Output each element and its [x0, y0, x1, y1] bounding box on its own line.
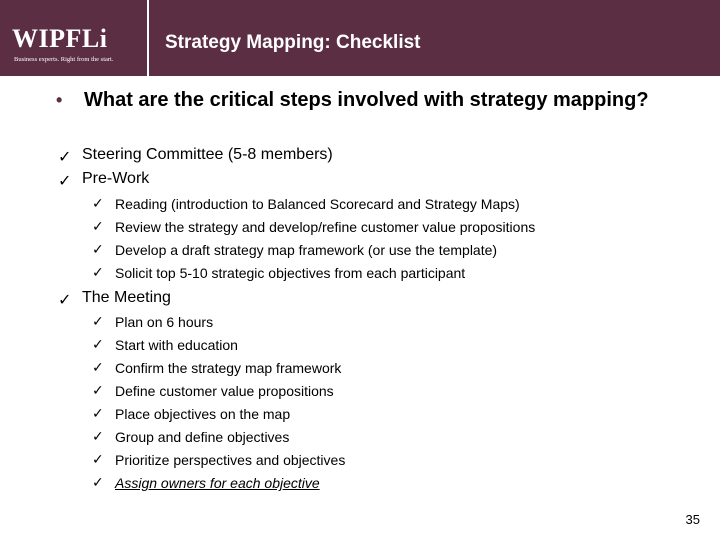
check-icon: ✓	[92, 475, 104, 491]
check-icon: ✓	[92, 406, 104, 422]
list-item: Solicit top 5-10 strategic objectives from each participant	[115, 265, 466, 281]
check-icon: ✓	[92, 219, 104, 235]
slide-title: Strategy Mapping: Checklist	[165, 32, 421, 53]
list-item: Prioritize perspectives and objectives	[115, 452, 346, 468]
header-bar	[0, 0, 720, 76]
check-icon: ✓	[58, 147, 72, 166]
list-item: Confirm the strategy map framework	[115, 360, 342, 376]
list-item: Start with education	[115, 337, 238, 353]
list-item: Place objectives on the map	[115, 406, 291, 422]
list-item: Steering Committee (5-8 members)	[82, 146, 333, 163]
list-item: Develop a draft strategy map framework (or use the template)	[115, 242, 498, 258]
check-icon: ✓	[92, 196, 104, 212]
check-icon: ✓	[58, 290, 72, 309]
list-item: Pre-Work	[82, 170, 150, 187]
check-icon: ✓	[58, 171, 72, 190]
main-question	[56, 86, 676, 114]
bullet-icon: •	[56, 90, 63, 110]
logo-wordmark: WIPFLi	[12, 24, 108, 53]
check-icon: ✓	[92, 314, 104, 330]
check-icon: ✓	[92, 452, 104, 468]
list-item: Group and define objectives	[115, 429, 290, 445]
list-item: Define customer value propositions	[115, 383, 334, 399]
list-item: Reading (introduction to Balanced Scorecard and Strategy Maps)	[115, 196, 520, 212]
list-item: Review the strategy and develop/refine customer value propositions	[115, 219, 536, 235]
question-text: What are the critical steps involved with strategy mapping?	[84, 89, 649, 111]
list-item: Assign owners for each objective	[115, 475, 320, 491]
check-icon: ✓	[92, 429, 104, 445]
list-item: Plan on 6 hours	[115, 314, 214, 330]
check-icon: ✓	[92, 265, 104, 281]
logo-tagline: Business experts. Right from the start.	[14, 56, 114, 63]
check-icon: ✓	[92, 360, 104, 376]
check-icon: ✓	[92, 242, 104, 258]
check-icon: ✓	[92, 383, 104, 399]
page-number: 35	[685, 512, 700, 527]
list-item: The Meeting	[82, 289, 171, 306]
logo	[0, 0, 149, 76]
check-icon: ✓	[92, 337, 104, 353]
